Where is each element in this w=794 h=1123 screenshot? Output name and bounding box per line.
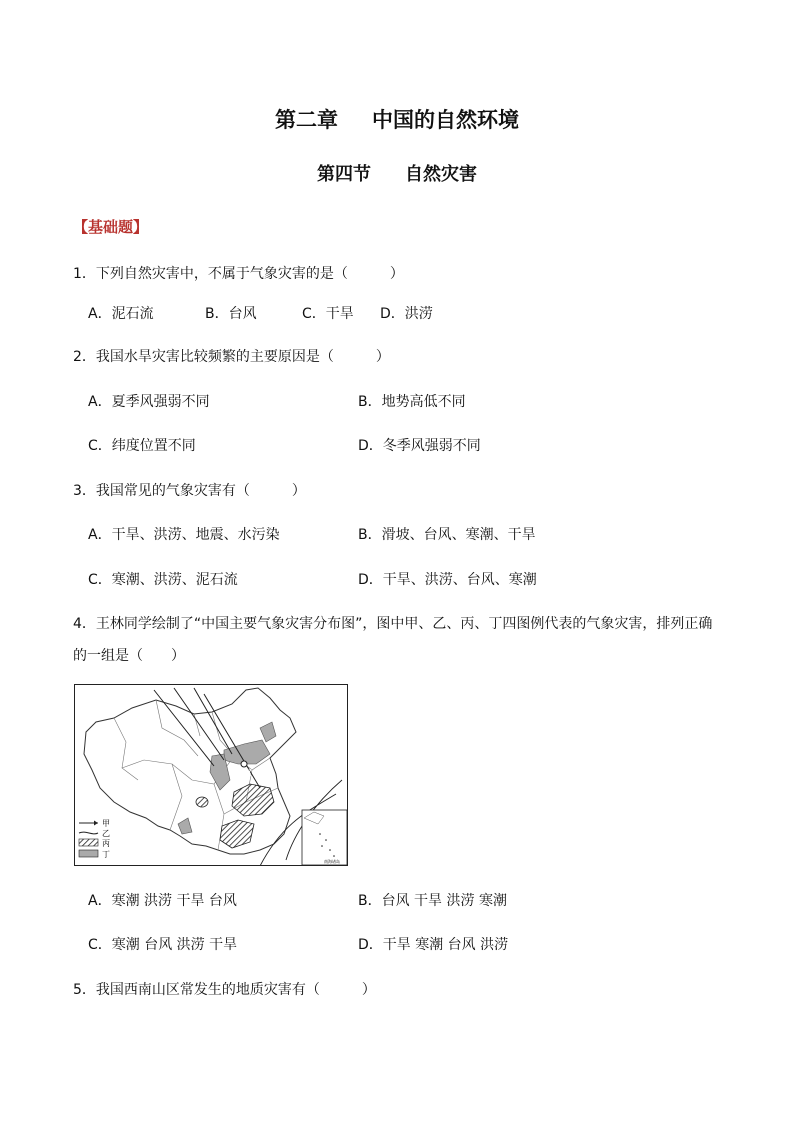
beijing-marker bbox=[241, 761, 247, 767]
question-3-stem: 3．我国常见的气象灾害有（ ） bbox=[73, 483, 306, 499]
inset-label: 南海诸岛 bbox=[324, 859, 340, 864]
q2-option-c: C．纬度位置不同 bbox=[88, 438, 196, 454]
q4-option-d: D．干旱 寒潮 台风 洪涝 bbox=[358, 937, 509, 953]
question-4-stem-line1: 4．王林同学绘制了“中国主要气象灾害分布图”，图中甲、乙、丙、丁四图例代表的气象灾害，排列正确 bbox=[73, 616, 713, 632]
section-number: 第四节 bbox=[317, 164, 371, 185]
basic-questions-tag: 【基础题】 bbox=[73, 218, 149, 236]
q1-option-c: C．干旱 bbox=[302, 306, 354, 322]
q1-option-d: D．洪涝 bbox=[380, 306, 433, 322]
question-2-stem: 2．我国水旱灾害比较频繁的主要原因是（ ） bbox=[73, 349, 390, 365]
q3-option-b: B．滑坡、台风、寒潮、干旱 bbox=[358, 527, 536, 543]
q3-option-a: A．干旱、洪涝、地震、水污染 bbox=[88, 527, 280, 543]
q3-option-c: C．寒潮、洪涝、泥石流 bbox=[88, 572, 238, 588]
disaster-distribution-map bbox=[74, 684, 348, 866]
chapter-name: 中国的自然环境 bbox=[372, 107, 519, 132]
chapter-title bbox=[0, 104, 794, 134]
legend-bing: 丙 bbox=[102, 839, 110, 848]
q2-option-d: D．冬季风强弱不同 bbox=[358, 438, 481, 454]
south-china-sea-inset bbox=[302, 810, 347, 865]
q2-option-a: A．夏季风强弱不同 bbox=[88, 394, 210, 410]
bing-area-sichuan bbox=[196, 797, 208, 807]
q2-option-b: B．地势高低不同 bbox=[358, 394, 466, 410]
q3-option-d: D．干旱、洪涝、台风、寒潮 bbox=[358, 572, 537, 588]
q1-option-b: B．台风 bbox=[205, 306, 257, 322]
legend-jia: 甲 bbox=[102, 819, 110, 828]
question-4-stem-line2: 的一组是（ ） bbox=[73, 648, 185, 664]
q1-option-a: A．泥石流 bbox=[88, 306, 154, 322]
q4-option-b: B．台风 干旱 洪涝 寒潮 bbox=[358, 893, 507, 909]
q4-option-c: C．寒潮 台风 洪涝 干旱 bbox=[88, 937, 238, 953]
q4-option-a: A．寒潮 洪涝 干旱 台风 bbox=[88, 893, 237, 909]
section-title bbox=[0, 160, 794, 186]
beijing-label: 北京 bbox=[234, 769, 253, 779]
legend-ding: 丁 bbox=[102, 850, 110, 859]
question-1-stem: 1．下列自然灾害中，不属于气象灾害的是（ ） bbox=[73, 266, 404, 282]
section-name: 自然灾害 bbox=[405, 164, 477, 185]
chapter-number: 第二章 bbox=[275, 107, 338, 132]
question-5-stem: 5．我国西南山区常发生的地质灾害有（ ） bbox=[73, 982, 376, 998]
legend-yi: 乙 bbox=[102, 829, 110, 838]
